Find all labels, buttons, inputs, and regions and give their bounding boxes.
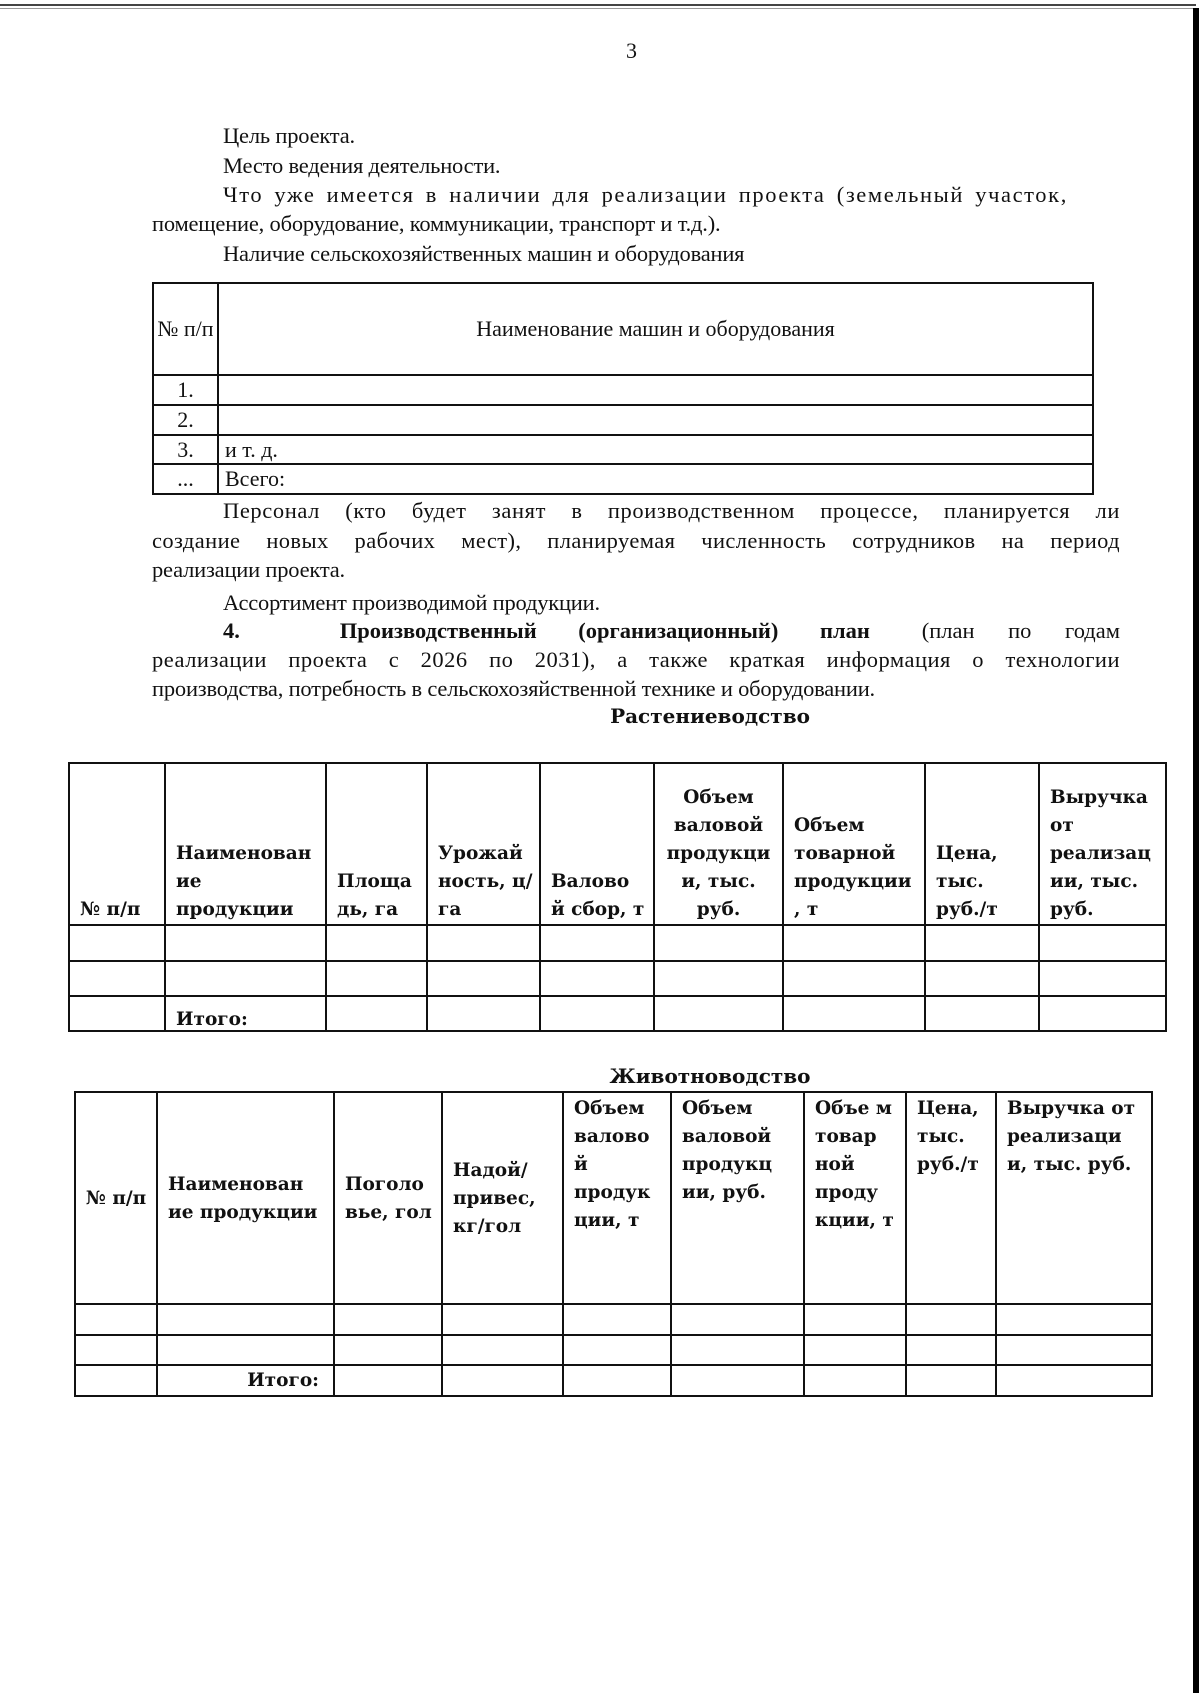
header-gross-output-value: Объем валовой продукц ии, руб. <box>671 1092 804 1304</box>
cell[interactable] <box>427 925 540 961</box>
cell[interactable] <box>804 1365 906 1396</box>
cell[interactable] <box>540 996 654 1031</box>
total-label: Итого: <box>165 996 326 1031</box>
cell[interactable] <box>69 925 165 961</box>
cell[interactable] <box>783 961 925 996</box>
header-gross-output-value: Объем валовой продукци и, тыс. руб. <box>654 763 783 925</box>
cell[interactable] <box>925 925 1039 961</box>
personnel-line1: Персонал (кто будет занят в производственном процессе, планируется ли <box>223 498 1120 523</box>
cell <box>69 996 165 1031</box>
cell[interactable] <box>75 1304 157 1335</box>
cell[interactable] <box>326 925 427 961</box>
cell[interactable] <box>996 1365 1152 1396</box>
machines-table-header <box>153 283 1093 375</box>
header-marketable-output: Объе м товар ной проду кции, т <box>804 1092 906 1304</box>
row-machine-name[interactable]: и т. д. <box>218 435 1093 464</box>
header-livestock-count: Поголо вье, гол <box>334 1092 442 1304</box>
personnel-line3: реализации проекта. <box>152 557 345 582</box>
cell[interactable] <box>925 961 1039 996</box>
header-number: № п/п <box>69 763 165 925</box>
cell[interactable] <box>427 961 540 996</box>
table-row-total <box>69 996 1166 1031</box>
cell[interactable] <box>804 1335 906 1365</box>
row-number: 2. <box>153 405 218 435</box>
total-label: Итого: <box>157 1365 334 1396</box>
cell[interactable] <box>427 996 540 1031</box>
header-gross-harvest: Валово й сбор, т <box>540 763 654 925</box>
header-product-name: Наименован ие продукции <box>157 1092 334 1304</box>
cell[interactable] <box>563 1335 671 1365</box>
cell[interactable] <box>996 1304 1152 1335</box>
header-revenue: Выручка от реализаци и, тыс. руб. <box>996 1092 1152 1304</box>
intro-machines-heading: Наличие сельскохозяйственных машин и оборудования <box>223 241 745 266</box>
cell[interactable] <box>804 1304 906 1335</box>
cell[interactable] <box>906 1335 996 1365</box>
table-row <box>75 1335 1152 1365</box>
cell[interactable] <box>906 1304 996 1335</box>
cell[interactable] <box>925 996 1039 1031</box>
row-number: ... <box>153 464 218 494</box>
intro-location: Место ведения деятельности. <box>223 153 501 178</box>
machines-table <box>152 282 1094 495</box>
livestock-table-header <box>75 1092 1152 1304</box>
cell[interactable] <box>157 1335 334 1365</box>
cell[interactable] <box>540 925 654 961</box>
cell[interactable] <box>1039 925 1166 961</box>
intro-available-line2: помещение, оборудование, коммуникации, транспорт и т.д.). <box>152 211 721 236</box>
section4-title: Производственный (организационный) план <box>339 618 870 643</box>
row-number: 1. <box>153 375 218 405</box>
header-marketable-output: Объем товарной продукции , т <box>783 763 925 925</box>
header-area: Площа дь, га <box>326 763 427 925</box>
cell[interactable] <box>540 961 654 996</box>
row-number: 3. <box>153 435 218 464</box>
cell[interactable] <box>69 961 165 996</box>
cell[interactable] <box>442 1365 563 1396</box>
header-yield-gain: Надой/ привес, кг/гол <box>442 1092 563 1304</box>
cell[interactable] <box>783 925 925 961</box>
cell[interactable] <box>654 961 783 996</box>
table-row <box>153 435 1093 464</box>
cell[interactable] <box>334 1335 442 1365</box>
row-total-label: Всего: <box>218 464 1093 494</box>
cell[interactable] <box>671 1304 804 1335</box>
table-row-total <box>153 464 1093 494</box>
header-gross-output-volume: Объем валово й продук ции, т <box>563 1092 671 1304</box>
header-number: № п/п <box>153 283 218 375</box>
cell[interactable] <box>654 925 783 961</box>
scan-edge-right <box>1193 8 1199 1693</box>
header-product-name: Наименован ие продукции <box>165 763 326 925</box>
cell[interactable] <box>563 1365 671 1396</box>
scan-edge-top-secondary <box>0 8 1196 9</box>
cell[interactable] <box>1039 996 1166 1031</box>
table-row <box>69 925 1166 961</box>
cell[interactable] <box>326 996 427 1031</box>
row-machine-name[interactable] <box>218 405 1093 435</box>
section4-heading-line <box>223 618 1120 644</box>
personnel-line2: создание новых рабочих мест), планируемая численность сотрудников на период <box>152 528 1120 553</box>
cell[interactable] <box>1039 961 1166 996</box>
section4-number: 4. <box>223 618 240 643</box>
table-row <box>75 1304 1152 1335</box>
cell[interactable] <box>75 1335 157 1365</box>
livestock-table-title: Животноводство <box>609 1064 811 1088</box>
header-machine-name: Наименование машин и оборудования <box>218 283 1093 375</box>
table-row <box>69 961 1166 996</box>
intro-goal: Цель проекта. <box>223 123 355 148</box>
intro-available-text: Что уже имеется в наличии для реализации проекта (земельный участок, <box>223 182 1068 207</box>
header-price: Цена, тыс. руб./т <box>906 1092 996 1304</box>
section4-line2: реализации проекта с 2026 по 2031), а также краткая информация о технологии <box>152 647 1120 672</box>
intro-available-line1 <box>223 182 1120 208</box>
crop-table-title: Растениеводство <box>610 704 810 728</box>
section4-line3: производства, потребность в сельскохозяйственной технике и оборудовании. <box>152 676 875 701</box>
cell <box>75 1365 157 1396</box>
cell[interactable] <box>165 961 326 996</box>
header-yield: Урожай ность, ц/га <box>427 763 540 925</box>
cell[interactable] <box>442 1304 563 1335</box>
cell[interactable] <box>334 1304 442 1335</box>
cell[interactable] <box>326 961 427 996</box>
cell[interactable] <box>906 1365 996 1396</box>
row-machine-name[interactable] <box>218 375 1093 405</box>
crop-table-header <box>69 763 1166 925</box>
cell[interactable] <box>996 1335 1152 1365</box>
scan-edge-top <box>0 4 1196 6</box>
table-row <box>153 405 1093 435</box>
crop-table <box>68 762 1167 1032</box>
table-row <box>153 375 1093 405</box>
cell[interactable] <box>157 1304 334 1335</box>
header-number: № п/п <box>75 1092 157 1304</box>
livestock-table <box>74 1091 1153 1397</box>
cell[interactable] <box>671 1365 804 1396</box>
header-revenue: Выручка от реализац ии, тыс. руб. <box>1039 763 1166 925</box>
cell[interactable] <box>442 1335 563 1365</box>
cell[interactable] <box>671 1335 804 1365</box>
header-price: Цена, тыс. руб./т <box>925 763 1039 925</box>
section4-title-rest: (план по годам <box>921 618 1120 643</box>
page-number: 3 <box>626 38 637 63</box>
cell[interactable] <box>334 1365 442 1396</box>
cell[interactable] <box>783 996 925 1031</box>
assortment-line: Ассортимент производимой продукции. <box>223 590 600 615</box>
cell[interactable] <box>165 925 326 961</box>
cell[interactable] <box>563 1304 671 1335</box>
cell[interactable] <box>654 996 783 1031</box>
table-row-total <box>75 1365 1152 1396</box>
